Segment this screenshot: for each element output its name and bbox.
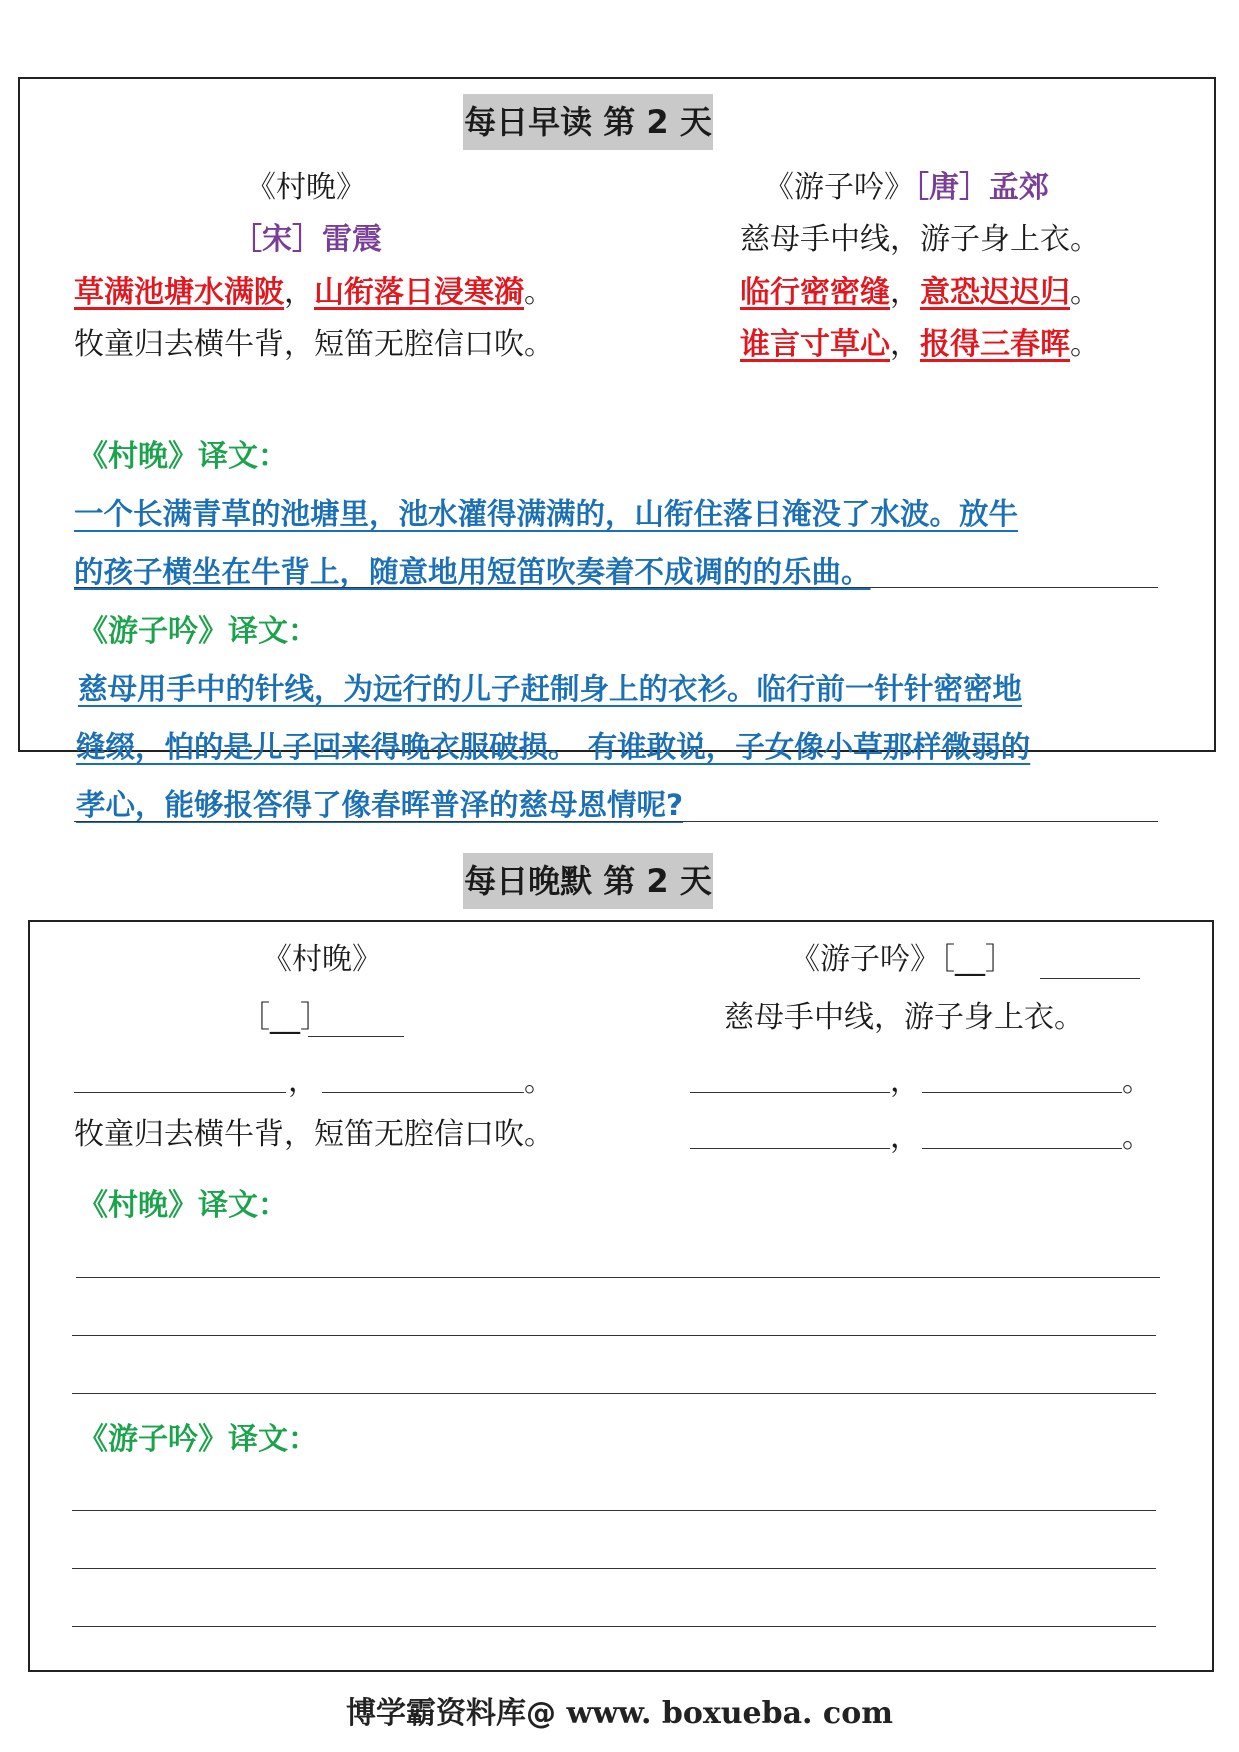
youziyin-line2a: 临行密密缝 bbox=[740, 275, 890, 310]
youziyin-line3b: 报得三春晖 bbox=[920, 327, 1070, 362]
writing-line[interactable] bbox=[72, 1393, 1156, 1394]
youziyin-translation-line-1: 慈母用手中的针线，为远行的儿子赶制身上的衣衫。临行前一针针密密地 bbox=[78, 672, 1023, 706]
cunwan-translation-label: 《村晚》译文： bbox=[78, 439, 288, 474]
cunwan-line1b: 山衔落日浸寒漪 bbox=[314, 275, 524, 310]
footer-watermark bbox=[0, 1688, 1239, 1732]
answer-line bbox=[74, 821, 1158, 822]
writing-line[interactable] bbox=[72, 1335, 1156, 1336]
writing-line[interactable] bbox=[72, 1626, 1156, 1627]
evening-youzi-translation-label: 《游子吟》译文： bbox=[78, 1422, 318, 1457]
comma: ， bbox=[890, 327, 920, 362]
answer-line bbox=[74, 587, 1158, 588]
fill-blank[interactable] bbox=[74, 1092, 286, 1093]
footer-url[interactable]: www. boxueba. com bbox=[566, 1696, 893, 1731]
youziyin-line-3 bbox=[740, 325, 1100, 365]
evening-title: 每日晚默 第 2 天 bbox=[463, 853, 713, 909]
evening-youzi-title: 《游子吟》 bbox=[790, 942, 940, 977]
youziyin-title-line bbox=[764, 168, 1049, 208]
youziyin-translation-line-3: 孝心，能够报答得了像春晖普泽的慈母恩情呢? bbox=[76, 788, 684, 822]
period: 。 bbox=[1122, 1064, 1152, 1099]
writing-line[interactable] bbox=[72, 1510, 1156, 1511]
period: 。 bbox=[524, 275, 554, 310]
evening-youzi-title-line bbox=[790, 940, 1015, 980]
fill-blank[interactable] bbox=[690, 1092, 890, 1093]
comma: ， bbox=[890, 1120, 920, 1155]
youziyin-dynasty: ［唐］ bbox=[914, 170, 989, 205]
period: 。 bbox=[1122, 1120, 1152, 1155]
cunwan-author: 雷震 bbox=[322, 222, 382, 257]
fill-blank[interactable] bbox=[922, 1148, 1122, 1149]
cunwan-author-line bbox=[232, 220, 382, 260]
youziyin-line-1: 慈母手中线，游子身上衣。 bbox=[740, 222, 1100, 257]
comma: ， bbox=[284, 275, 314, 310]
writing-line[interactable] bbox=[76, 1277, 1160, 1278]
cunwan-dynasty: ［宋］ bbox=[232, 222, 322, 257]
comma: ， bbox=[890, 1064, 920, 1099]
youziyin-author: 孟郊 bbox=[989, 170, 1049, 205]
period: 。 bbox=[1070, 327, 1100, 362]
bracket-blank: ［__］ bbox=[940, 942, 1015, 977]
youziyin-title: 《游子吟》 bbox=[764, 170, 914, 205]
cunwan-line-2: 牧童归去横牛背，短笛无腔信口吹。 bbox=[74, 327, 554, 362]
fill-blank[interactable] bbox=[322, 1092, 524, 1093]
cunwan-translation-line-2: 的孩子横坐在牛背上，随意地用短笛吹奏着不成调的的乐曲。 bbox=[74, 555, 871, 589]
comma: ， bbox=[890, 275, 920, 310]
cunwan-line-1 bbox=[74, 273, 554, 313]
morning-title: 每日早读 第 2 天 bbox=[463, 94, 713, 150]
youziyin-translation-label: 《游子吟》译文： bbox=[78, 614, 318, 649]
bracket-blank: ［__］ bbox=[240, 1000, 330, 1035]
period: 。 bbox=[524, 1064, 554, 1099]
period: 。 bbox=[1070, 275, 1100, 310]
youziyin-line-2 bbox=[740, 273, 1100, 313]
fill-blank[interactable] bbox=[922, 1092, 1122, 1093]
evening-cunwan-translation-label: 《村晚》译文： bbox=[78, 1188, 288, 1223]
evening-cunwan-title: 《村晚》 bbox=[262, 942, 382, 977]
evening-youzi-line-1: 慈母手中线，游子身上衣。 bbox=[724, 1000, 1084, 1035]
cunwan-line1a: 草满池塘水满陂 bbox=[74, 275, 284, 310]
writing-line[interactable] bbox=[72, 1568, 1156, 1569]
youziyin-line2b: 意恐迟迟归 bbox=[920, 275, 1070, 310]
comma: ， bbox=[288, 1064, 318, 1099]
evening-cunwan-line-2: 牧童归去横牛背，短笛无腔信口吹。 bbox=[74, 1117, 554, 1152]
youziyin-translation-line-2: 缝缀，怕的是儿子回来得晚衣服破损。 有谁敢说，子女像小草那样微弱的 bbox=[76, 730, 1031, 764]
fill-blank[interactable] bbox=[690, 1148, 890, 1149]
footer-site-name: 博学霸资料库 bbox=[346, 1696, 527, 1731]
evening-cunwan-author-blank bbox=[240, 998, 330, 1038]
author-blank-line[interactable] bbox=[1040, 978, 1140, 979]
cunwan-translation-line-1: 一个长满青草的池塘里，池水灌得满满的，山衔住落日淹没了水波。放牛 bbox=[74, 497, 1019, 531]
cunwan-title: 《村晚》 bbox=[246, 170, 366, 205]
author-blank-line[interactable] bbox=[308, 1036, 404, 1037]
youziyin-line3a: 谁言寸草心 bbox=[740, 327, 890, 362]
footer-at: @ bbox=[526, 1696, 567, 1731]
